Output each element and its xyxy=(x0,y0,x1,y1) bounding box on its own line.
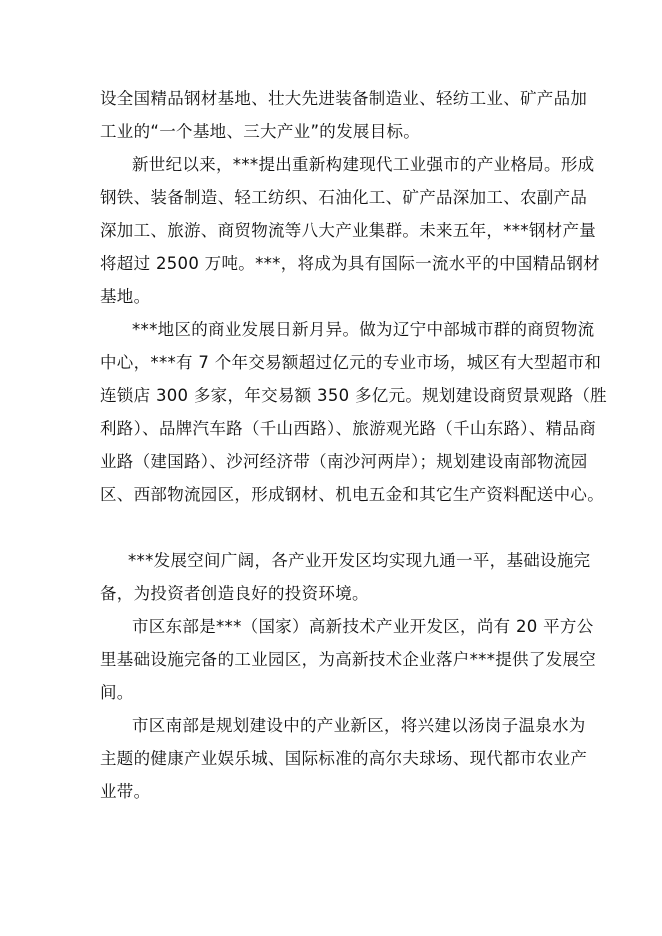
paragraph-5-line-3: 间。 xyxy=(100,683,134,702)
paragraph-5-line-1: 市区东部是***（国家）高新技术产业开发区，尚有 20 平方公 xyxy=(132,617,594,636)
paragraph-6-line-2: 主题的健康产业娱乐城、国际标准的高尔夫球场、现代都市农业产 xyxy=(100,749,588,768)
paragraph-3-line-5: 业路（建国路）、沙河经济带（南沙河两岸）；规划建设南部物流园 xyxy=(100,452,588,471)
paragraph-1-line-2: 工业的“一个基地、三大产业”的发展目标。 xyxy=(100,122,421,141)
paragraph-4-line-2: 备，为投资者创造良好的投资环境。 xyxy=(100,584,369,603)
paragraph-1-line-1: 设全国精品钢材基地、壮大先进装备制造业、轻纺工业、矿产品加 xyxy=(100,89,588,108)
paragraph-2-line-4: 将超过 2500 万吨。***，将成为具有国际一流水平的中国精品钢材 xyxy=(100,254,600,273)
paragraph-3-line-1: ***地区的商业发展日新月异。做为辽宁中部城市群的商贸物流 xyxy=(132,320,595,339)
paragraph-3-line-3: 连锁店 300 多家，年交易额 350 多亿元。规划建设商贸景观路（胜 xyxy=(100,386,607,405)
paragraph-2-line-3: 深加工、旅游、商贸物流等八大产业集群。未来五年，***钢材产量 xyxy=(100,221,597,240)
paragraph-3-line-6: 区、西部物流园区，形成钢材、机电五金和其它生产资料配送中心。 xyxy=(100,485,604,504)
paragraph-2-line-5: 基地。 xyxy=(100,287,151,306)
paragraph-3-line-4: 利路）、品牌汽车路（千山西路）、旅游观光路（千山东路）、精品商 xyxy=(100,419,597,438)
paragraph-6-line-3: 业带。 xyxy=(100,782,151,801)
paragraph-6-line-1: 市区南部是规划建设中的产业新区，将兴建以汤岗子温泉水为 xyxy=(132,716,586,735)
paragraph-4-line-1: ***发展空间广阔，各产业开发区均实现九通一平，基础设施完 xyxy=(128,551,591,570)
paragraph-3-line-2: 中心，***有 7 个年交易额超过亿元的专业市场，城区有大型超市和 xyxy=(100,353,602,372)
paragraph-2-line-1: 新世纪以来，***提出重新构建现代工业强市的产业格局。形成 xyxy=(132,155,595,174)
paragraph-2-line-2: 钢铁、装备制造、轻工纺织、石油化工、矿产品深加工、农副产品 xyxy=(100,188,588,207)
paragraph-5-line-2: 里基础设施完备的工业园区，为高新技术企业落户***提供了发展空 xyxy=(100,650,597,669)
